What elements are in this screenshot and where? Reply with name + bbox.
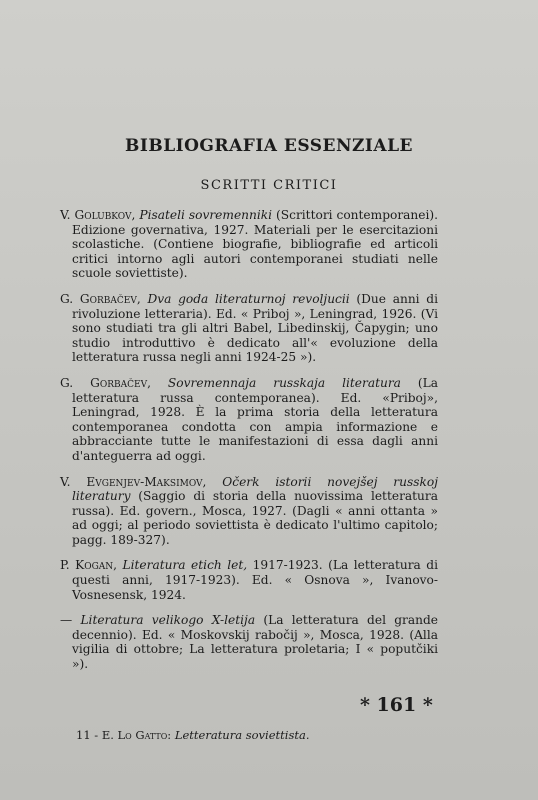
entry-details: (Saggio di storia della nuovissima letteratura russa). Ed. govern., Mosca, 1927. (Dagli « anni ottanta » ad oggi; al periodo soviettista è dedicato l'ultimo capitolo; pagg. 189-327).	[72, 489, 438, 547]
entry-details: (Due anni di rivoluzione letteraria). Ed. « Priboj », Leningrad, 1926. (Vi sono studiati tra gli altri Babel, Libedinskij, Čapygin; uno studio introduttivo è dedicato all'« evoluzione della letteratura russa negli anni 1924-25 »).	[72, 291, 438, 365]
bibliography-entry	[60, 292, 438, 365]
entry-work-title: Sovremennaja russkaja literatura	[167, 375, 401, 390]
entry-author: V. Golubkov,	[60, 208, 136, 222]
entry-author: —	[60, 613, 73, 628]
bibliography-entry	[60, 376, 438, 464]
footer-work-title: Letteratura soviettista.	[174, 728, 310, 742]
footer-author: Lo Gatto:	[117, 728, 172, 742]
page-title: BIBLIOGRAFIA ESSENZIALE	[125, 136, 413, 156]
entry-work-title: Očerk istorii novejšej russkoj literatury	[72, 474, 438, 504]
entry-work-title: Pisateli sovremenniki	[139, 208, 273, 222]
entry-work-title: Literatura etich let,	[122, 558, 248, 573]
entry-work-title: Dva goda literaturnoj revoljucii	[147, 291, 350, 306]
entry-work-title: Literatura velikogo X-letija	[80, 613, 256, 628]
section-subtitle: SCRITTI CRITICI	[200, 178, 338, 193]
bibliography-entry	[60, 613, 438, 671]
signature-footer	[76, 728, 310, 742]
entry-author: V. Evgenjev-Maksimov,	[60, 474, 207, 489]
entry-details: (La letteratura russa contemporanea). Ed. «Priboj», Leningrad, 1928. È la prima storia della letteratura contemporanea condotta con ampia informazione e abbracciante tutte le manifestazioni di essa dagli anni d'anteguerra ad oggi.	[72, 375, 439, 463]
page-number: * 161 *	[360, 694, 433, 716]
entry-details: 1917-1923. (La letteratura di questi anni, 1917-1923). Ed. « Osnova », Ivanovo-Vosnesensk, 1924.	[72, 558, 438, 602]
entry-author: G. Gorbačev,	[60, 291, 141, 306]
entry-details: (Scrittori contemporanei). Edizione governativa, 1927. Materiali per le esercitazioni scolastiche. (Contiene biografie, bibliografie ed articoli critici intorno agli autori contemporanei studiati nelle scuole soviettiste).	[72, 208, 439, 281]
bibliography-list	[60, 208, 438, 683]
entry-author: P. Kogan,	[60, 558, 118, 573]
bibliography-entry	[60, 475, 438, 548]
bibliography-entry	[60, 558, 438, 602]
bibliography-entry	[60, 208, 438, 281]
entry-author: G. Gorbačev,	[60, 375, 151, 390]
entry-details: (La letteratura del grande decennio). Ed. « Moskovskij rabočij », Mosca, 1928. (Alla vigilia di ottobre; La letteratura proletaria; I « poputčiki »).	[72, 613, 438, 672]
footer-signature: 11 - E.	[76, 728, 114, 742]
